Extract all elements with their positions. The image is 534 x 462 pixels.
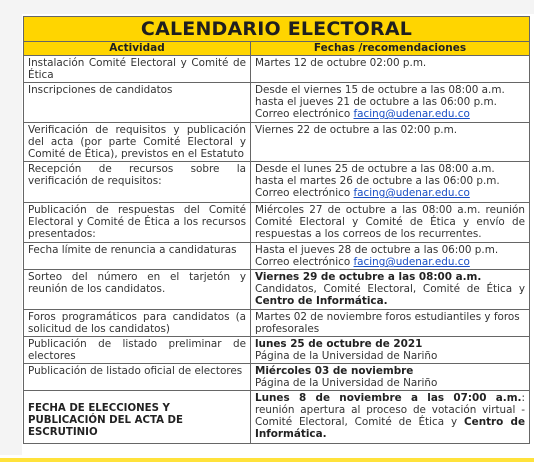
dates-text: Martes 02 de noviembre foros estudiantiles y foros profesorales bbox=[255, 311, 520, 335]
email-label: Correo electrónico bbox=[255, 256, 351, 268]
dates-cell bbox=[251, 243, 530, 270]
dates-text: Página de la Universidad de Nariño bbox=[255, 350, 438, 362]
column-header-activity: Actividad bbox=[24, 42, 251, 56]
background-shape-top bbox=[0, 0, 534, 14]
dates-text: Desde el viernes 15 de octubre a las 08:00 a.m. hasta el jueves 21 de octubre a las 06:00 p.m. bbox=[255, 84, 505, 108]
dates-cell bbox=[251, 162, 530, 203]
dates-cell bbox=[251, 270, 530, 310]
table-row bbox=[24, 243, 530, 270]
electoral-calendar-table bbox=[23, 16, 530, 444]
bottom-accent-strip bbox=[0, 458, 534, 462]
email-link[interactable]: facing@udenar.edu.co bbox=[353, 187, 470, 199]
dates-cell bbox=[251, 83, 530, 123]
dates-text: Miércoles 27 de octubre a las 08:00 a.m. reunión Comité Electoral y Comité de Ética y envío de respuestas a los correos de los recurrentes. bbox=[255, 204, 525, 240]
dates-text: Viernes 22 de octubre a las 02:00 p.m. bbox=[255, 124, 458, 136]
activity-cell: Publicación de listado preliminar de electores bbox=[24, 337, 251, 364]
dates-cell bbox=[251, 56, 530, 83]
email-label: Correo electrónico bbox=[255, 187, 351, 199]
activity-cell: Publicación de respuestas del Comité Electoral y Comité de Ética a los recursos presentados: bbox=[24, 203, 251, 243]
activity-cell: Verificación de requisitos y publicación del acta (por parte Comité Electoral y Comité de Ética), previstos en el Estatuto bbox=[24, 123, 251, 162]
dates-text: : reunión apertura al proceso de votación virtual - Comité Electoral, Comité de Ética y bbox=[255, 392, 525, 428]
table-row bbox=[24, 123, 530, 162]
dates-bold-end-text: Centro de Informática. bbox=[255, 416, 525, 440]
dates-bold-text: Viernes 29 de octubre a las 08:00 a.m. bbox=[255, 271, 482, 283]
activity-cell: Publicación de listado oficial de electores bbox=[24, 364, 251, 391]
table-row bbox=[24, 270, 530, 310]
activity-cell: Foros programáticos para candidatos (a solicitud de los candidatos) bbox=[24, 310, 251, 337]
dates-cell bbox=[251, 364, 530, 391]
background-shape-left bbox=[0, 0, 22, 455]
dates-bold-text: lunes 25 de octubre de 2021 bbox=[255, 338, 423, 350]
dates-text: Página de la Universidad de Nariño bbox=[255, 377, 438, 389]
dates-text: Hasta el jueves 28 de octubre a las 06:00 p.m. bbox=[255, 244, 499, 256]
dates-cell bbox=[251, 203, 530, 243]
dates-text: Candidatos, Comité Electoral, Comité de Ética y bbox=[255, 283, 525, 295]
table-title: CALENDARIO ELECTORAL bbox=[24, 17, 530, 42]
dates-text: Martes 12 de octubre 02:00 p.m. bbox=[255, 57, 427, 69]
table-row bbox=[24, 162, 530, 203]
table-row bbox=[24, 337, 530, 364]
email-label: Correo electrónico bbox=[255, 108, 351, 120]
activity-cell: Recepción de recursos sobre la verificación de requisitos: bbox=[24, 162, 251, 203]
table-row bbox=[24, 203, 530, 243]
column-header-dates: Fechas /recomendaciones bbox=[251, 42, 530, 56]
activity-cell: Fecha límite de renuncia a candidaturas bbox=[24, 243, 251, 270]
dates-bold-text: Miércoles 03 de noviembre bbox=[255, 365, 414, 377]
email-link[interactable]: facing@udenar.edu.co bbox=[353, 108, 470, 120]
dates-cell bbox=[251, 337, 530, 364]
table-row bbox=[24, 364, 530, 391]
dates-text: Desde el lunes 25 de octubre a las 08:00 a.m. hasta el martes 26 de octubre a las 06:00 p.m. bbox=[255, 163, 500, 187]
activity-cell: Sorteo del número en el tarjetón y reunión de los candidatos. bbox=[24, 270, 251, 310]
dates-bold-text: Lunes 8 de noviembre a las 07:00 a.m. bbox=[255, 392, 522, 404]
table-row bbox=[24, 391, 530, 444]
table-row bbox=[24, 310, 530, 337]
dates-cell bbox=[251, 123, 530, 162]
dates-bold-end-text: Centro de Informática. bbox=[255, 295, 388, 307]
header-row bbox=[24, 42, 530, 56]
activity-cell: Inscripciones de candidatos bbox=[24, 83, 251, 123]
activity-cell-election: FECHA DE ELECCIONES Y PUBLICACIÓN DEL ACTA DE ESCRUTINIO bbox=[24, 391, 251, 444]
dates-cell bbox=[251, 391, 530, 444]
table-row bbox=[24, 83, 530, 123]
email-link[interactable]: facing@udenar.edu.co bbox=[353, 256, 470, 268]
table-row bbox=[24, 56, 530, 83]
title-row bbox=[24, 17, 530, 42]
dates-cell bbox=[251, 310, 530, 337]
activity-cell: Instalación Comité Electoral y Comité de Ética bbox=[24, 56, 251, 83]
